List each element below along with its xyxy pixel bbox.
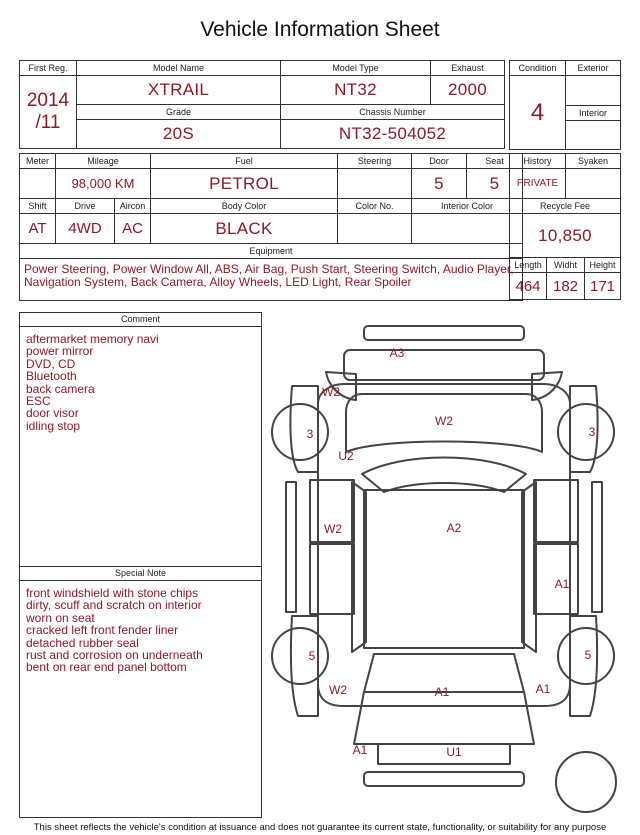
right-rocker: [592, 482, 602, 612]
mark-roof: A2: [446, 521, 462, 535]
model-table: [19, 60, 505, 149]
shift-label: Shift: [20, 199, 56, 214]
condition-value: 4: [510, 76, 566, 150]
tailgate-outline: [354, 692, 534, 744]
comment-line: power mirror: [26, 344, 94, 359]
recycle-fee-label: Recycle Fee: [510, 199, 621, 214]
grade-label: Grade: [77, 105, 281, 120]
comment-line: aftermarket memory navi: [26, 332, 159, 346]
body-color: BLACK: [151, 214, 338, 244]
exterior-label: Exterior: [566, 61, 621, 76]
meter-label: Meter: [20, 154, 56, 169]
front-grille-outline: [344, 350, 544, 380]
height-label: Height: [585, 258, 621, 273]
body-color-label: Body Color: [151, 199, 338, 214]
right-front-wheel: [558, 404, 614, 460]
length-label: Length: [510, 258, 547, 273]
first-reg-month: /11: [35, 112, 61, 133]
grade: 20S: [77, 120, 281, 149]
interior-label: Interior: [566, 106, 621, 121]
mark-left-rear-fender: W2: [329, 683, 347, 697]
left-front-wheel: [272, 404, 328, 460]
drive-label: Drive: [56, 199, 115, 214]
mark-front-bumper: A3: [389, 346, 405, 360]
roof-outline: [364, 490, 524, 648]
special-note-line: dirty, scuff and scratch on interior: [26, 598, 202, 613]
mark-rear-window: A1: [434, 685, 450, 699]
mark-right-rear-door: A1: [554, 577, 570, 591]
mileage-label: Mileage: [56, 154, 151, 169]
spare-tire: [556, 752, 616, 812]
condition-label: Condition: [510, 61, 566, 76]
door-count: 5: [412, 169, 467, 199]
special-note-line: detached rubber seal: [26, 635, 139, 650]
model-name-label: Model Name: [77, 61, 281, 76]
mark-left-front-wheel: 3: [306, 427, 314, 441]
vehicle-damage-diagram: [262, 312, 632, 820]
mark-right-rear-wheel: 5: [584, 648, 592, 662]
special-note-line: front windshield with stone chips: [26, 586, 199, 600]
fuel-label: Fuel: [151, 154, 338, 169]
equipment-label: Equipment: [20, 244, 523, 259]
mark-rear-panel: U1: [446, 745, 462, 759]
fuel: PETROL: [151, 169, 338, 199]
mileage: 98,000 KM: [56, 169, 151, 199]
left-rear-wheel: [272, 628, 328, 684]
interior-color-label: Interior Color: [412, 199, 523, 214]
comment-line: ESC: [26, 394, 51, 409]
history-table: [509, 153, 621, 300]
comment-line: DVD, CD: [26, 356, 76, 371]
mark-right-front-wheel: 3: [588, 425, 596, 439]
left-rocker: [286, 482, 296, 612]
width: 182: [547, 273, 585, 300]
special-note-line: worn on seat: [26, 610, 95, 625]
drive: 4WD: [56, 214, 115, 244]
rear-bumper-outline: [364, 772, 524, 786]
comment-line: Bluetooth: [26, 369, 77, 384]
sheet-title: Vehicle Information Sheet: [200, 18, 440, 41]
front-bumper-outline: [364, 326, 524, 340]
comment-list: [20, 327, 261, 432]
door-label: Door: [412, 154, 467, 169]
recycle-fee: 10,850: [510, 214, 621, 258]
shift: AT: [20, 214, 56, 244]
mark-left-front-door: W2: [324, 522, 342, 536]
comment-heading: Comment: [20, 313, 261, 327]
body-outline: [318, 384, 570, 706]
mark-hood: W2: [435, 414, 453, 428]
history-label: History: [510, 154, 566, 169]
first-reg-year: 2014: [26, 90, 70, 111]
aircon-label: Aircon: [115, 199, 151, 214]
mark-left-tail: A1: [352, 743, 368, 757]
width-label: Widht: [547, 258, 585, 273]
rear-panel-outline: [378, 744, 510, 764]
disclaimer-footer: This sheet reflects the vehicle's condition at issuance and does not guarantee its current state, functionality, or suitability for any purpose: [33, 822, 607, 833]
color-no-label: Color No.: [338, 199, 412, 214]
model-type: NT32: [281, 76, 431, 105]
comment-line: back camera: [26, 381, 95, 396]
condition-table: [509, 60, 621, 150]
height: 171: [585, 273, 621, 300]
specs-table: [19, 153, 523, 301]
first-reg-value: [20, 76, 77, 149]
left-rear-door: [310, 544, 354, 614]
seat-count: 5: [467, 169, 523, 199]
special-note-heading: Special Note: [20, 567, 261, 581]
chassis-label: Chassis Number: [281, 105, 505, 120]
model-name: XTRAIL: [77, 76, 281, 105]
first-reg-label: First Reg.: [20, 61, 77, 76]
special-note-line: cracked left front fender liner: [26, 623, 179, 638]
syaken-label: Syaken: [566, 154, 621, 169]
exhaust: 2000: [431, 76, 505, 105]
mark-left-headlight: W2: [322, 385, 340, 399]
special-note-list: [20, 581, 261, 674]
windshield-outline: [362, 458, 526, 493]
length: 464: [510, 273, 547, 300]
special-note-line: bent on rear end panel bottom: [26, 660, 187, 675]
mark-right-rear-fender: A1: [535, 682, 551, 696]
history-value: PRIVATE: [510, 169, 566, 199]
special-note-box: [19, 566, 262, 818]
model-type-label: Model Type: [281, 61, 431, 76]
mark-left-rear-wheel: 5: [308, 649, 316, 663]
seat-label: Seat: [467, 154, 523, 169]
comment-box: [19, 312, 262, 567]
chassis-number: NT32-504052: [281, 120, 505, 149]
right-front-door: [534, 480, 578, 542]
special-note-line: rust and corrosion on underneath: [26, 648, 203, 663]
mark-windshield: U2: [338, 449, 354, 463]
exhaust-label: Exhaust: [431, 61, 505, 76]
comment-line: idling stop: [26, 418, 81, 433]
steering-label: Steering: [338, 154, 412, 169]
equipment-list: Power Steering, Power Window All, ABS, Air Bag, Push Start, Steering Switch, Audio Player, Navigation System, Back Camera, Alloy Wheels, LED Light, Rear Spoiler: [24, 262, 514, 289]
aircon: AC: [115, 214, 151, 244]
comment-line: door visor: [26, 406, 79, 421]
